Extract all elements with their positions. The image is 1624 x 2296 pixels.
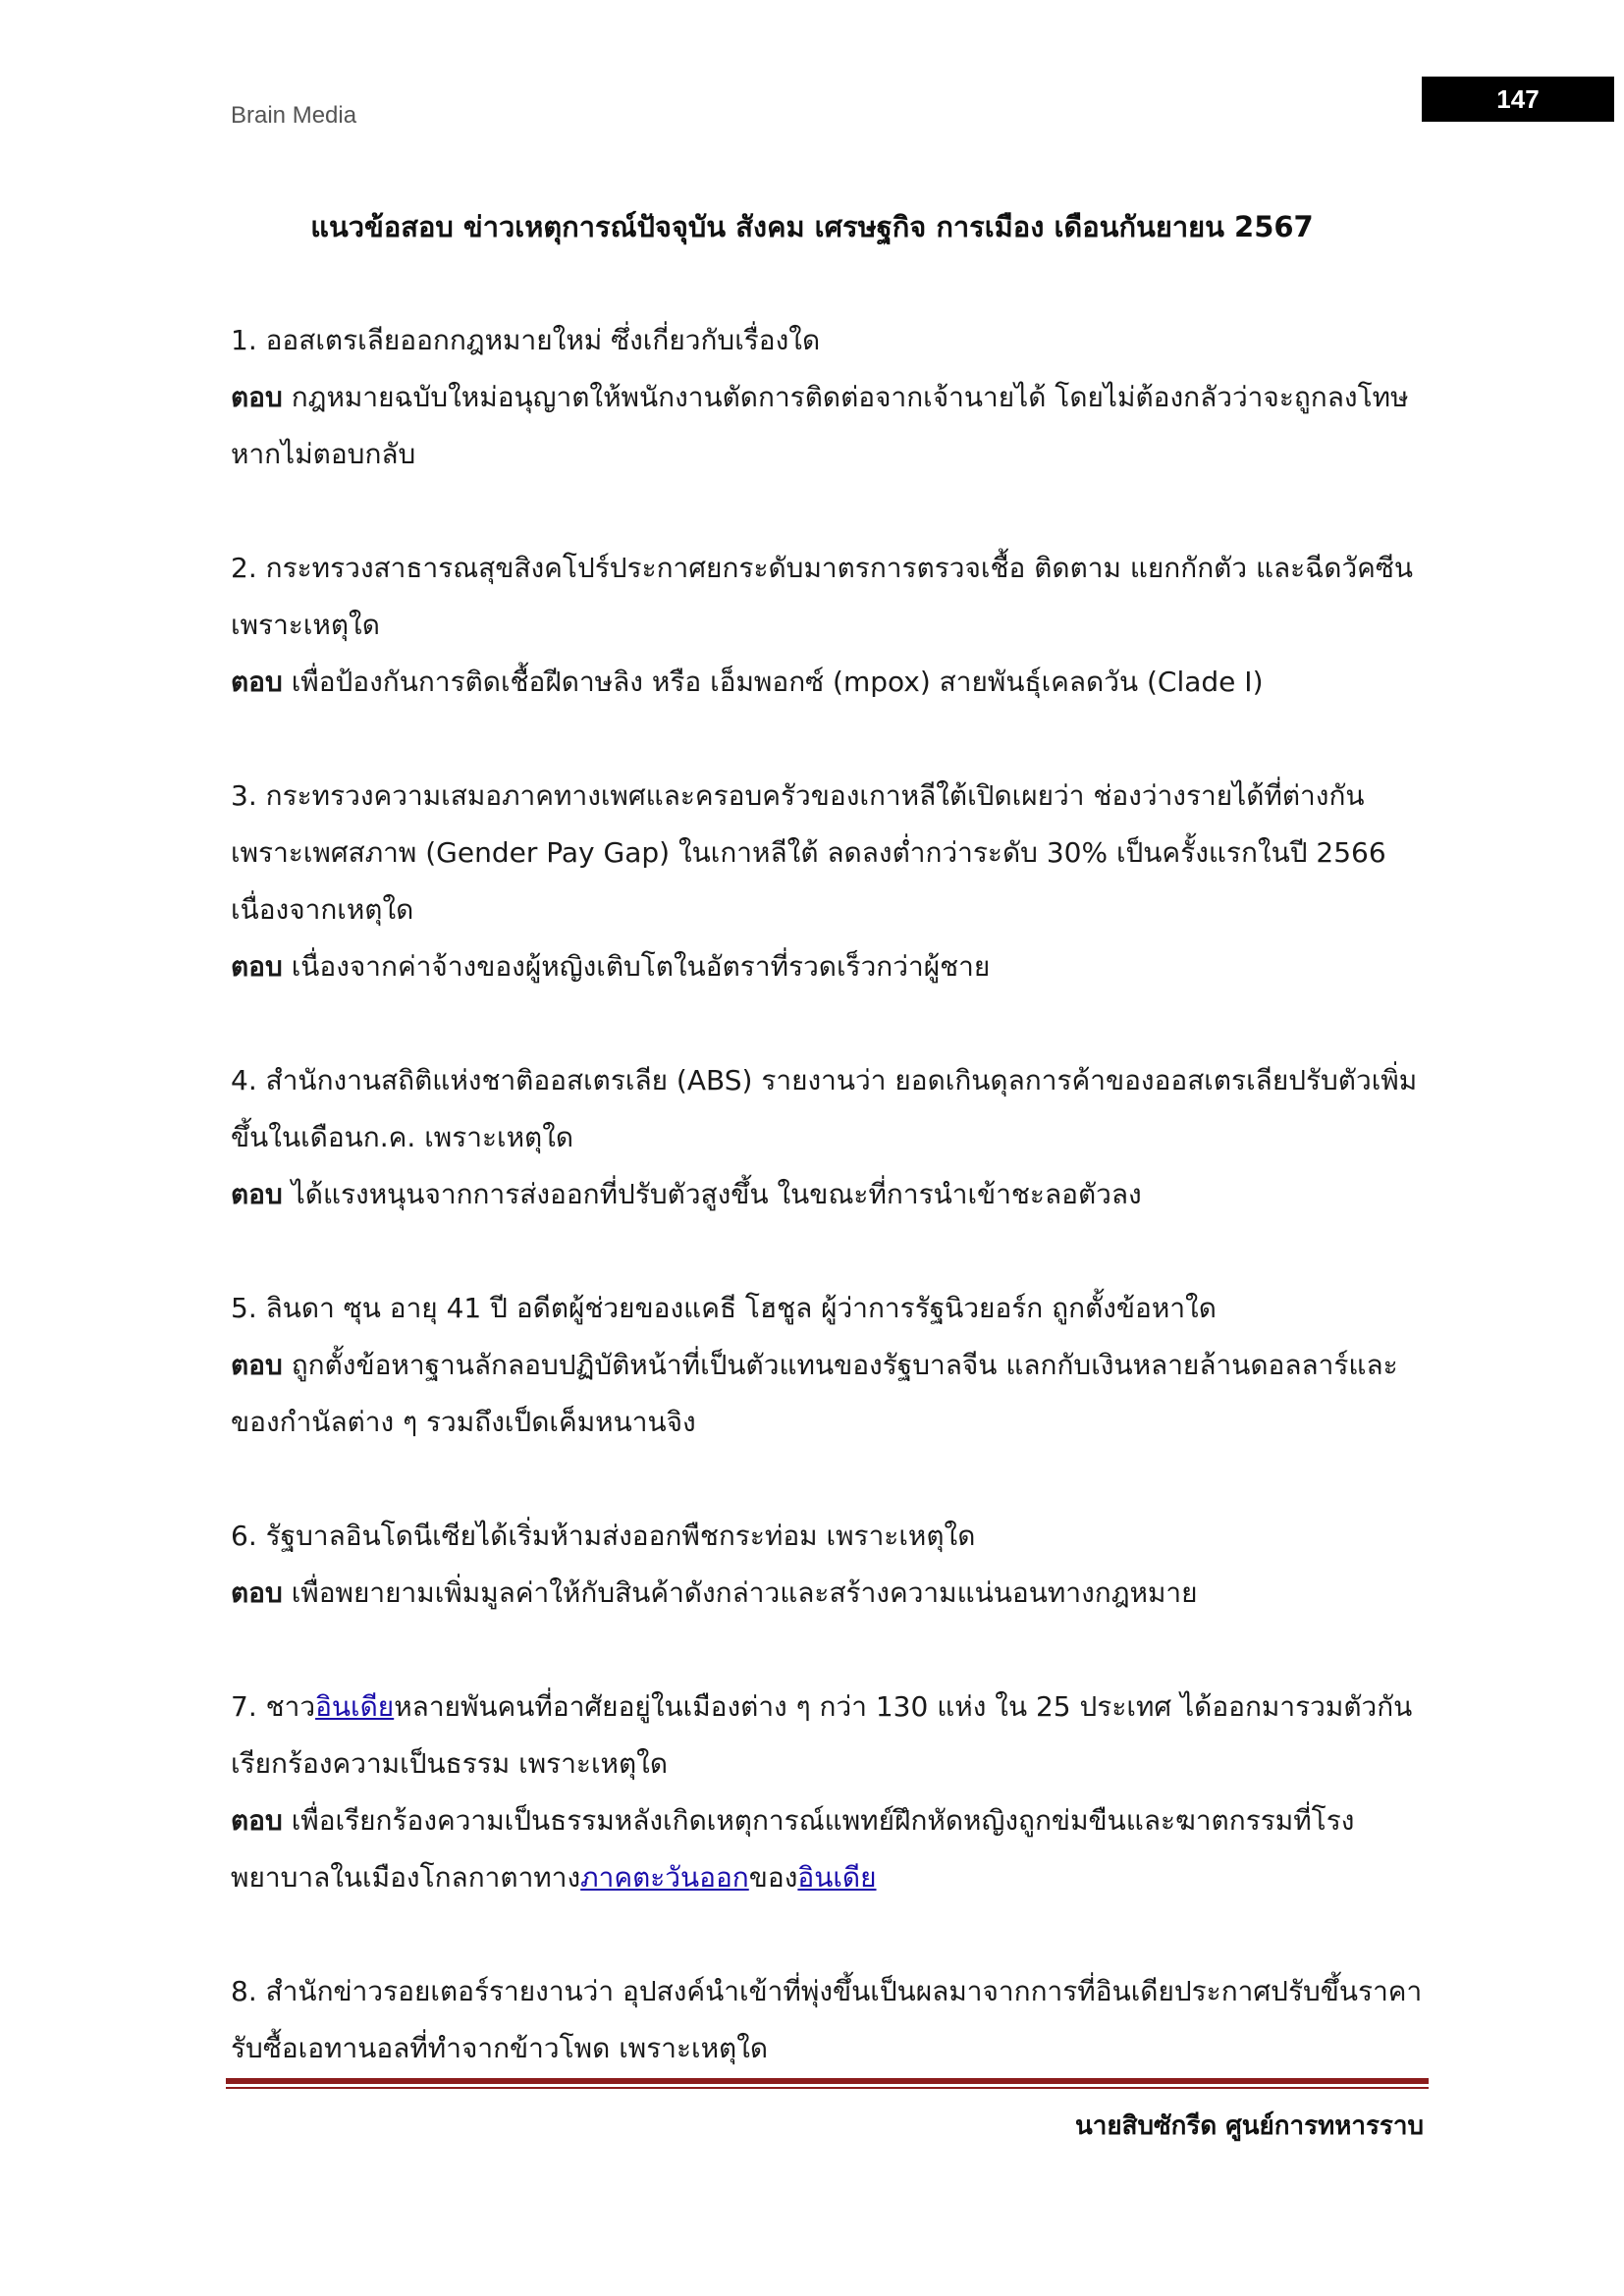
qa-item-8 [231, 1963, 1424, 2077]
question-2: 2. กระทรวงสาธารณสุขสิงคโปร์ประกาศยกระดับมาตรการตรวจเชื้อ ติดตาม แยกกักตัว และฉีดวัคซีน เพราะเหตุใด [231, 552, 1414, 641]
answer-6 [231, 1565, 1424, 1622]
answer-label: ตอบ [231, 950, 283, 983]
answer-text: เพื่อเรียกร้องความเป็นธรรมหลังเกิดเหตุการณ์แพทย์ฝึกหัดหญิงถูกข่มขืนและฆาตกรรมที่โรงพยาบาลในเมืองโกลกาตาทาง [231, 1804, 1355, 1894]
answer-2 [231, 654, 1424, 711]
qa-item-5 [231, 1280, 1424, 1451]
header-brand: Brain Media [231, 102, 357, 129]
answer-1 [231, 369, 1424, 483]
footer-divider-thin [226, 2087, 1429, 2089]
answer-5 [231, 1337, 1424, 1451]
qa-item-2 [231, 540, 1424, 711]
qa-list [231, 312, 1424, 2134]
answer-label: ตอบ [231, 1804, 283, 1837]
question-8: 8. สำนักข่าวรอยเตอร์รายงานว่า อุปสงค์นำเข้าที่พุ่งขึ้นเป็นผลมาจากการที่อินเดียประกาศปรับขึ้นราคารับซื้อเอทานอลที่ทำจากข้าวโพด เพราะเหตุใด [231, 1975, 1423, 2064]
india-link[interactable]: อินเดีย [797, 1861, 877, 1894]
answer-label: ตอบ [231, 1178, 283, 1210]
footer-author: นายสิบซักรีด ศูนย์การทหารราบ [1075, 2111, 1424, 2141]
east-region-link[interactable]: ภาคตะวันออก [580, 1861, 749, 1894]
qa-item-1 [231, 312, 1424, 483]
answer-text: ถูกตั้งข้อหาฐานลักลอบปฏิบัติหน้าที่เป็นตัวแทนของรัฐบาลจีน แลกกับเงินหลายล้านดอลลาร์และของกำนัลต่าง ๆ รวมถึงเป็ดเค็มหนานจิง [231, 1349, 1398, 1438]
qa-item-3 [231, 768, 1424, 995]
qa-item-4 [231, 1052, 1424, 1223]
footer-divider [226, 2078, 1429, 2084]
qa-item-7 [231, 1679, 1424, 1906]
question-text: 7. ชาว [231, 1690, 316, 1723]
question-6: 6. รัฐบาลอินโดนีเซียได้เริ่มห้ามส่งออกพืชกระท่อม เพราะเหตุใด [231, 1520, 976, 1552]
answer-7 [231, 1792, 1424, 1906]
question-1: 1. ออสเตรเลียออกกฎหมายใหม่ ซึ่งเกี่ยวกับเรื่องใด [231, 324, 821, 356]
answer-4 [231, 1166, 1424, 1223]
question-5: 5. ลินดา ซุน อายุ 41 ปี อดีตผู้ช่วยของแคธี โฮชูล ผู้ว่าการรัฐนิวยอร์ก ถูกตั้งข้อหาใด [231, 1292, 1217, 1324]
answer-label: ตอบ [231, 1349, 283, 1381]
question-4: 4. สำนักงานสถิติแห่งชาติออสเตรเลีย (ABS) รายงานว่า ยอดเกินดุลการค้าของออสเตรเลียปรับตัวเพิ่มขึ้นในเดือนก.ค. เพราะเหตุใด [231, 1064, 1418, 1153]
answer-label: ตอบ [231, 1576, 283, 1609]
india-link[interactable]: อินเดีย [315, 1690, 395, 1723]
answer-3 [231, 938, 1424, 995]
qa-item-6 [231, 1508, 1424, 1622]
answer-label: ตอบ [231, 381, 283, 413]
question-7 [231, 1679, 1424, 1792]
question-3: 3. กระทรวงความเสมอภาคทางเพศและครอบครัวของเกาหลีใต้เปิดเผยว่า ช่องว่างรายได้ที่ต่างกันเพราะเพศสภาพ (Gender Pay Gap) ในเกาหลีใต้ ลดลงต่ำกว่าระดับ 30% เป็นครั้งแรกในปี 2566 เนื่องจากเหตุใด [231, 779, 1386, 926]
answer-text: กฎหมายฉบับใหม่อนุญาตให้พนักงานตัดการติดต่อจากเจ้านายได้ โดยไม่ต้องกลัวว่าจะถูกลงโทษหากไม่ตอบกลับ [231, 381, 1409, 470]
answer-text: เนื่องจากค่าจ้างของผู้หญิงเติบโตในอัตราที่รวดเร็วกว่าผู้ชาย [291, 950, 991, 983]
answer-text: เพื่อพยายามเพิ่มมูลค่าให้กับสินค้าดังกล่าวและสร้างความแน่นอนทางกฎหมาย [291, 1576, 1198, 1609]
answer-label: ตอบ [231, 666, 283, 698]
question-text: หลายพันคนที่อาศัยอยู่ในเมืองต่าง ๆ กว่า 130 แห่ง ใน 25 ประเทศ ได้ออกมารวมตัวกันเรียกร้องความเป็นธรรม เพราะเหตุใด [231, 1690, 1413, 1780]
page-number: 147 [1422, 77, 1614, 122]
document-title: แนวข้อสอบ ข่าวเหตุการณ์ปัจจุบัน สังคม เศรษฐกิจ การเมือง เดือนกันยายน 2567 [310, 210, 1314, 243]
answer-text: เพื่อป้องกันการติดเชื้อฝีดาษลิง หรือ เอ็มพอกซ์ (mpox) สายพันธุ์เคลดวัน (Clade I) [291, 666, 1264, 698]
answer-text: ได้แรงหนุนจากการส่งออกที่ปรับตัวสูงขึ้น ในขณะที่การนำเข้าชะลอตัวลง [291, 1178, 1142, 1210]
answer-text: ของ [748, 1861, 798, 1894]
